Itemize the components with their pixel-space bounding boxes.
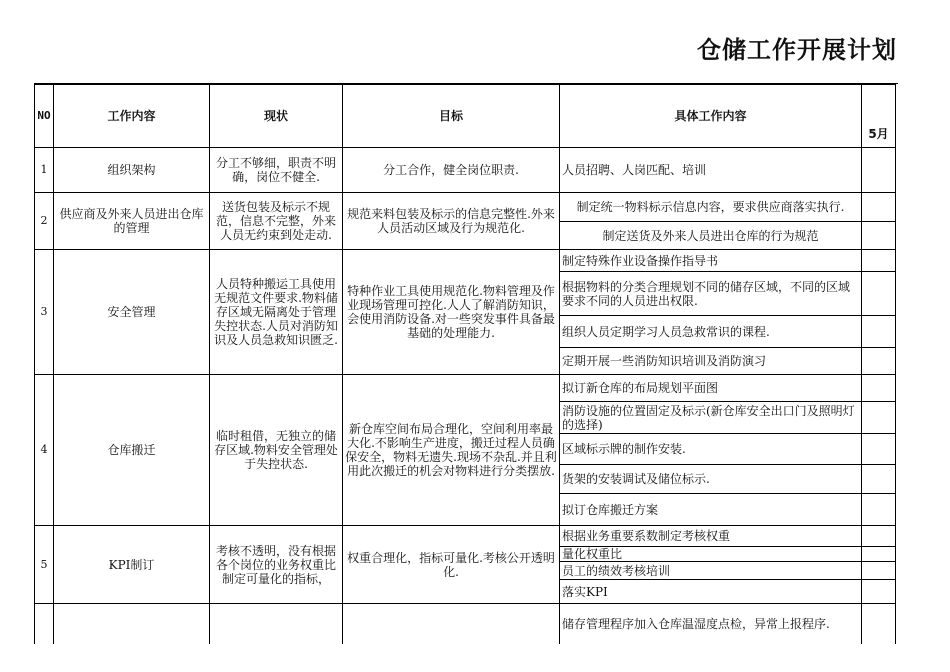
table-header-row xyxy=(35,85,896,148)
month-cell xyxy=(862,193,896,222)
row-status: 人员特种搬运工具使用无规范文件要求.物料储存区域无隔离处于管理失控状态.人员对消防知识及人员急救知识匮乏. xyxy=(210,250,343,375)
row-work: 组织架构 xyxy=(54,148,210,193)
month-cell xyxy=(862,316,896,348)
month-cell xyxy=(862,494,896,526)
row-no: 2 xyxy=(35,193,54,250)
row-no xyxy=(35,604,54,644)
row-detail: 量化权重比 xyxy=(560,547,862,562)
month-cell xyxy=(862,604,896,644)
row-work: KPI制订 xyxy=(54,526,210,604)
row-no: 5 xyxy=(35,526,54,604)
header-status: 现状 xyxy=(210,85,343,148)
row-goal: 规范来料包装及标示的信息完整性.外来人员活动区域及行为规范化. xyxy=(343,193,560,250)
month-cell xyxy=(862,375,896,402)
row-detail: 储存管理程序加入仓库温湿度点检，异常上报程序. xyxy=(560,604,862,644)
row-status xyxy=(210,604,343,644)
row-status: 送货包装及标示不规范，信息不完整，外来人员无约束到处走动. xyxy=(210,193,343,250)
row-detail: 人员招聘、人岗匹配、培训 xyxy=(560,148,862,193)
table-row xyxy=(35,193,896,222)
row-status: 分工不够细，职责不明确，岗位不健全. xyxy=(210,148,343,193)
table-row xyxy=(35,250,896,272)
row-detail: 员工的绩效考核培训 xyxy=(560,562,862,580)
header-no: NO xyxy=(35,85,54,148)
month-cell xyxy=(862,402,896,434)
row-detail: 货架的安装调试及储位标示. xyxy=(560,465,862,494)
header-goal: 目标 xyxy=(343,85,560,148)
month-cell xyxy=(862,148,896,193)
month-cell xyxy=(862,348,896,375)
table-row xyxy=(35,148,896,193)
month-cell xyxy=(862,222,896,250)
row-status: 考核不透明，没有根据各个岗位的业务权重比制定可量化的指标， xyxy=(210,526,343,604)
row-detail: 制定统一物料标示信息内容，要求供应商落实执行. xyxy=(560,193,862,222)
row-no: 4 xyxy=(35,375,54,526)
row-status: 临时租借，无独立的储存区域.物料安全管理处于失控状态. xyxy=(210,375,343,526)
row-detail: 落实KPI xyxy=(560,580,862,604)
row-work: 安全管理 xyxy=(54,250,210,375)
table-row xyxy=(35,604,896,644)
row-detail: 定期开展一些消防知识培训及消防演习 xyxy=(560,348,862,375)
row-detail: 制定送货及外来人员进出仓库的行为规范 xyxy=(560,222,862,250)
row-goal xyxy=(343,604,560,644)
row-detail: 拟订新仓库的布局规划平面图 xyxy=(560,375,862,402)
row-work: 仓库搬迁 xyxy=(54,375,210,526)
row-no: 1 xyxy=(35,148,54,193)
row-detail: 区域标示牌的制作安装. xyxy=(560,434,862,465)
row-goal: 新仓库空间布局合理化，空间利用率最大化.不影响生产进度，搬迁过程人员确保安全，物料无遗失.现场不杂乱.并且利用此次搬迁的机会对物料进行分类摆放. xyxy=(343,375,560,526)
row-detail: 拟订仓库搬迁方案 xyxy=(560,494,862,526)
month-cell xyxy=(862,580,896,604)
month-cell xyxy=(862,526,896,547)
plan-table xyxy=(34,84,896,644)
row-goal: 分工合作，健全岗位职责. xyxy=(343,148,560,193)
row-detail: 消防设施的位置固定及标示(新仓库安全出口门及照明灯的选择) xyxy=(560,402,862,434)
table-row xyxy=(35,375,896,402)
page-title: 仓储工作开展计划 xyxy=(697,36,897,64)
month-cell xyxy=(862,547,896,562)
row-goal: 特种作业工具使用规范化.物料管理及作业现场管理可控化.人人了解消防知识，会使用消防设备.对一些突发事件具备最基础的处理能力. xyxy=(343,250,560,375)
row-detail: 制定特殊作业设备操作指导书 xyxy=(560,250,862,272)
row-work xyxy=(54,604,210,644)
row-work: 供应商及外来人员进出仓库的管理 xyxy=(54,193,210,250)
header-work: 工作内容 xyxy=(54,85,210,148)
row-detail: 根据业务重要系数制定考核权重 xyxy=(560,526,862,547)
month-cell xyxy=(862,250,896,272)
table-row xyxy=(35,526,896,547)
row-detail: 根据物料的分类合理规划不同的储存区域，不同的区域要求不同的人员进出权限. xyxy=(560,272,862,316)
header-month: 5月 xyxy=(862,85,896,148)
month-cell xyxy=(862,434,896,465)
row-no: 3 xyxy=(35,250,54,375)
header-detail: 具体工作内容 xyxy=(560,85,862,148)
month-cell xyxy=(862,465,896,494)
row-goal: 权重合理化，指标可量化.考核公开透明化. xyxy=(343,526,560,604)
row-detail: 组织人员定期学习人员急救常识的课程. xyxy=(560,316,862,348)
month-cell xyxy=(862,562,896,580)
month-cell xyxy=(862,272,896,316)
